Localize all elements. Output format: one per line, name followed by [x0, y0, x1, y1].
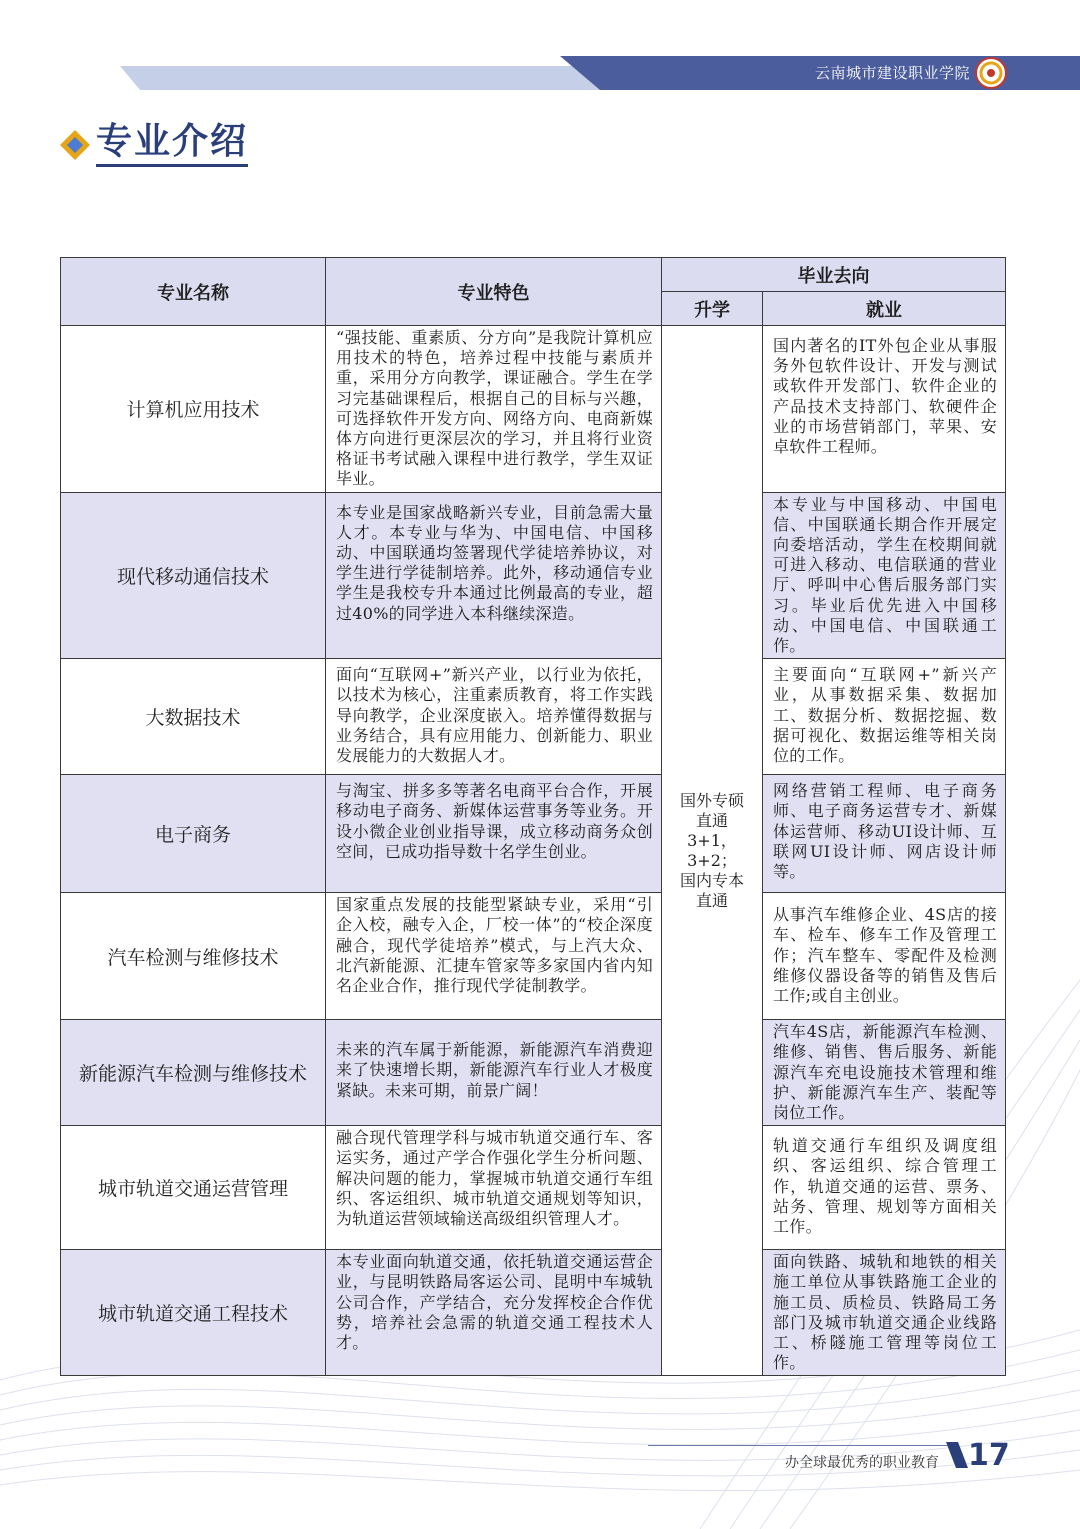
- table-row: [61, 659, 1006, 775]
- major-feature: 本专业面向轨道交通，依托轨道交通运营企业，与昆明铁路局客运公司、昆明中车城轨公司合作，产学结合，充分发挥校企合作优势，培养社会急需的轨道交通工程技术人才。: [326, 1250, 662, 1376]
- further-study-cell: [662, 326, 763, 1376]
- further-study-line: 直通: [695, 890, 728, 910]
- page-title: 专业介绍: [96, 122, 248, 167]
- major-employment: 主要面向“互联网+”新兴产业，从事数据采集、数据加工、数据分析、数据挖掘、数据可视化、数据运维等相关岗位的工作。: [763, 659, 1006, 775]
- diamond-bullet-icon: [58, 128, 92, 162]
- further-study-line: 3+1，3+2；: [687, 830, 737, 870]
- major-employment: 面向铁路、城轨和地铁的相关施工单位从事铁路施工企业的施工员、质检员、铁路局工务部门及城市轨道交通企业线路工、桥隧施工管理等岗位工作。: [763, 1250, 1006, 1376]
- major-feature: “强技能、重素质、分方向”是我院计算机应用技术的特色，培养过程中技能与素质并重，采用分方向教学，课证融合。学生在学习完基础课程后，根据自己的目标与兴趣，可选择软件开发方向、网络方向、电商新媒体方向进行更深层次的学习，并且将行业资格证书考试融入课程中进行教学，学生双证毕业。: [326, 326, 662, 493]
- further-study-line: 国内专本: [679, 870, 744, 890]
- table-row: [61, 1020, 1006, 1126]
- major-feature: 融合现代管理学科与城市轨道交通行车、客运实务，通过产学合作强化学生分析问题、解决问题的能力，掌握城市轨道交通行车组织、客运组织、城市轨道交通规划等知识，为轨道运营领域输送高级组织管理人才。: [326, 1126, 662, 1250]
- footer-slogan: 办全球最优秀的职业教育: [785, 1455, 939, 1471]
- major-employment: 国内著名的IT外包企业从事服务外包软件设计、开发与测试或软件开发部门、软件企业的产品技术支持部门、软硬件企业的市场营销部门，苹果、安卓软件工程师。: [763, 326, 1006, 493]
- further-study-line: 直通: [695, 810, 728, 830]
- major-name: 计算机应用技术: [61, 326, 326, 493]
- major-name: 城市轨道交通运营管理: [61, 1126, 326, 1250]
- header-destination: 毕业去向: [662, 258, 1006, 292]
- major-name: 城市轨道交通工程技术: [61, 1250, 326, 1376]
- major-name: 电子商务: [61, 775, 326, 893]
- footer-divider: [648, 1445, 948, 1446]
- major-employment: 网络营销工程师、电子商务师、电子商务运营专才、新媒体运营师、移动UI设计师、互联网UI设计师、网店设计师等。: [763, 775, 1006, 893]
- major-employment: 从事汽车维修企业、4S店的接车、检车、修车工作及管理工作；汽车整车、零配件及检测维修仪器设备等的销售及售后工作;或自主创业。: [763, 893, 1006, 1020]
- table-row: [61, 326, 1006, 493]
- majors-table: [60, 257, 1006, 1376]
- major-employment: 本专业与中国移动、中国电信、中国联通长期合作开展定向委培活动，学生在校期间就可进入移动、电信联通的营业厅、呼叫中心售后服务部门实习。毕业后优先进入中国移动、中国电信、中国联通工作。: [763, 492, 1006, 659]
- header-major-name: 专业名称: [61, 258, 326, 326]
- major-name: 现代移动通信技术: [61, 492, 326, 659]
- major-feature: 与淘宝、拼多多等著名电商平台合作，开展移动电子商务、新媒体运营事务等业务。开设小微企业创业指导课，成立移动商务众创空间，已成功指导数十名学生创业。: [326, 775, 662, 893]
- major-employment: 轨道交通行车组织及调度组织、客运组织、综合管理工作，轨道交通的运营、票务、站务、管理、规划等方面相关工作。: [763, 1126, 1006, 1250]
- major-name: 汽车检测与维修技术: [61, 893, 326, 1020]
- major-feature: 本专业是国家战略新兴专业，目前急需大量人才。本专业与华为、中国电信、中国移动、中国联通均签署现代学徒培养协议，对学生进行学徒制培养。此外，移动通信专业学生是我校专升本通过比例最高的专业，超过40%的同学进入本科继续深造。: [326, 492, 662, 659]
- header-further-study: 升学: [662, 292, 763, 326]
- header-employment: 就业: [763, 292, 1006, 326]
- further-study-line: 国外专硕: [679, 790, 744, 810]
- major-employment: 汽车4S店，新能源汽车检测、维修、销售、售后服务、新能源汽车充电设施技术管理和维护、新能源汽车生产、装配等岗位工作。: [763, 1020, 1006, 1126]
- school-logo-icon: [974, 56, 1008, 90]
- table-row: [61, 775, 1006, 893]
- major-name: 大数据技术: [61, 659, 326, 775]
- table-row: [61, 1126, 1006, 1250]
- school-name: 云南城市建设职业学院: [814, 64, 970, 82]
- table-row: [61, 893, 1006, 1020]
- major-feature: 未来的汽车属于新能源，新能源汽车消费迎来了快速增长期，新能源汽车行业人才极度紧缺。未来可期，前景广阔！: [326, 1020, 662, 1126]
- major-feature: 面向“互联网+”新兴产业，以行业为依托，以技术为核心，注重素质教育，将工作实践导向教学，企业深度嵌入。培养懂得数据与业务结合，具有应用能力、创新能力、职业发展能力的大数据人才。: [326, 659, 662, 775]
- page-number: 17: [968, 1438, 1010, 1473]
- header-major-feature: 专业特色: [326, 258, 662, 326]
- table-row: [61, 1250, 1006, 1376]
- section-title: [58, 122, 248, 167]
- major-name: 新能源汽车检测与维修技术: [61, 1020, 326, 1126]
- major-feature: 国家重点发展的技能型紧缺专业，采用“引企入校，融专入企，厂校一体”的“校企深度融合，现代学徒培养”模式，与上汽大众、北汽新能源、汇捷车管家等多家国内省内知名企业合作，推行现代学徒制教学。: [326, 893, 662, 1020]
- table-row: [61, 492, 1006, 659]
